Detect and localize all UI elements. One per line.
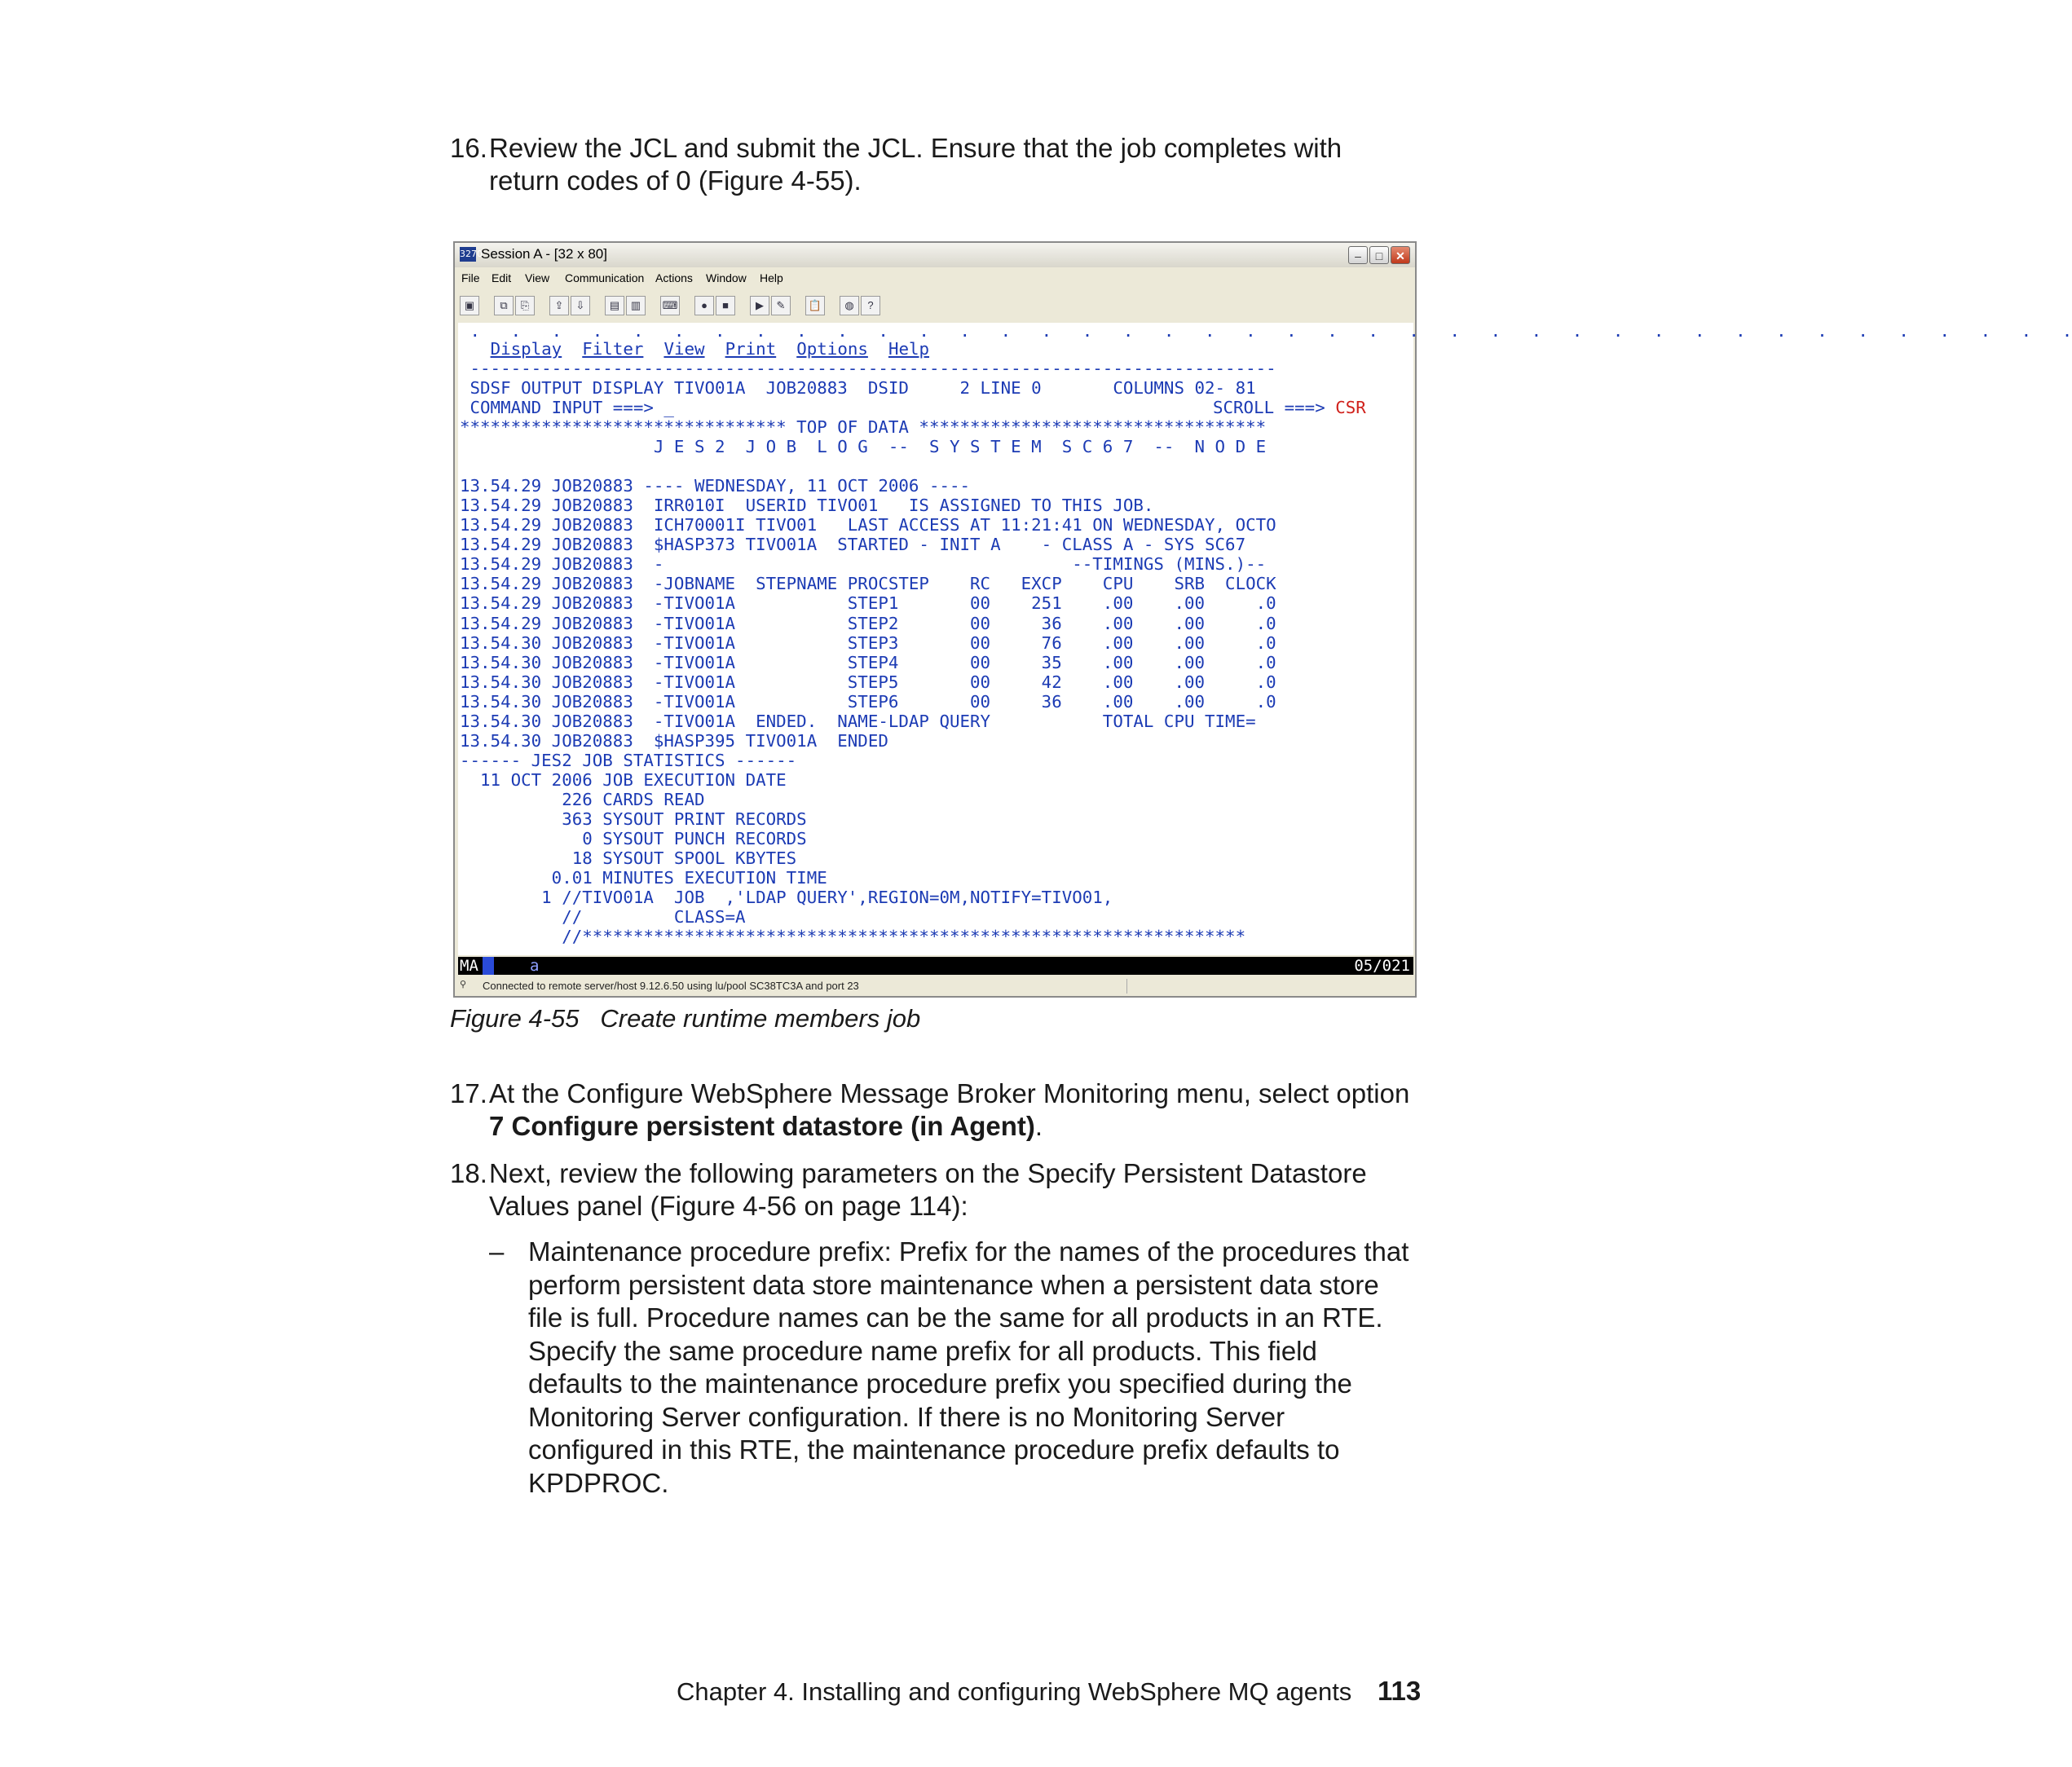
minimize-icon: – (1355, 249, 1361, 262)
log-line: 0 SYSOUT PUNCH RECORDS (460, 829, 807, 849)
window-title: Session A - [32 x 80] (481, 246, 607, 262)
keyboard-map-icon[interactable]: ⌨ (660, 296, 680, 315)
log-line: 18 SYSOUT SPOOL KBYTES (460, 848, 797, 869)
log-line: 13.54.30 JOB20883 -TIVO01A STEP3 00 76 .00 .00 .0 (460, 632, 1276, 653)
paragraph-line: perform persistent data store maintenance when a persistent data store (528, 1269, 1379, 1300)
step-text-line: Review the JCL and submit the JCL. Ensure that the job completes with (489, 133, 1342, 163)
color-map-icon[interactable]: ▥ (626, 296, 646, 315)
command-input[interactable] (460, 398, 1366, 417)
oia-cursor (483, 957, 494, 975)
log-line: 13.54.30 JOB20883 -TIVO01A STEP6 00 36 .00 .00 .0 (460, 691, 1276, 712)
toolbar (455, 292, 1415, 319)
chapter-title: Chapter 4. Installing and configuring WebSphere MQ agents (677, 1677, 1352, 1706)
page-number: 113 (1378, 1676, 1422, 1706)
clipboard-icon[interactable]: 📋 (805, 296, 825, 315)
menu-file[interactable]: File (461, 271, 480, 284)
log-line: // CLASS=A (460, 907, 746, 928)
menu-window[interactable]: Window (706, 271, 747, 284)
receive-file-icon[interactable]: ⇩ (571, 296, 590, 315)
paragraph-line: file is full. Procedure names can be the same for all products in an RTE. (528, 1302, 1383, 1333)
scroll-value[interactable]: CSR (1335, 398, 1366, 417)
macro-edit-icon[interactable]: ✎ (771, 296, 791, 315)
menu-communication[interactable]: Communication (565, 271, 645, 284)
log-line: J E S 2 J O B L O G -- S Y S T E M S C 6 7 -- N O D E (460, 437, 1267, 457)
menu-options[interactable]: Options (796, 339, 868, 359)
menu-filter[interactable]: Filter (582, 339, 644, 359)
close-icon: ✕ (1395, 249, 1405, 262)
log-line: 0.01 MINUTES EXECUTION TIME (460, 868, 827, 888)
log-line: 13.54.29 JOB20883 ICH70001I TIVO01 LAST ACCESS AT 11:21:41 ON WEDNESDAY, OCTO (460, 515, 1276, 535)
paragraph-line: configured in this RTE, the maintenance procedure prefix defaults to (528, 1434, 1340, 1465)
figure-caption (450, 1004, 920, 1033)
status-text: Connected to remote server/host 9.12.6.50 using lu/pool SC38TC3A and port 23 (483, 980, 859, 992)
log-line: 1 //TIVO01A JOB ,'LDAP QUERY',REGION=0M,NOTIFY=TIVO01, (460, 888, 1113, 908)
header-line: SDSF OUTPUT DISPLAY TIVO01A JOB20883 DSID 2 LINE 0 COLUMNS 02- 81 (460, 378, 1256, 398)
step-number: 17. (450, 1078, 487, 1108)
log-line: 13.54.30 JOB20883 -TIVO01A ENDED. NAME-LDAP QUERY TOTAL CPU TIME= (460, 711, 1256, 731)
scroll-label: SCROLL ===> (1213, 398, 1336, 417)
menu-actions[interactable]: Actions (655, 271, 693, 284)
terminal-app-icon: 3270 (460, 247, 476, 262)
paragraph-line: defaults to the maintenance procedure prefix you specified during the (528, 1368, 1352, 1399)
log-line: 13.54.29 JOB20883 -TIVO01A STEP1 00 251 .00 .00 .0 (460, 593, 1276, 614)
step-number: 16. (450, 133, 487, 163)
log-line: 13.54.29 JOB20883 -JOBNAME STEPNAME PROCSTEP RC EXCP CPU SRB CLOCK (460, 574, 1276, 594)
menu-view[interactable]: View (525, 271, 550, 284)
figure-title: Create runtime members job (600, 1004, 921, 1033)
log-line: ------ JES2 JOB STATISTICS ------ (460, 750, 797, 770)
step-text-line: Next, review the following parameters on the Specify Persistent Datastore (489, 1158, 1367, 1188)
globe-icon[interactable]: ◍ (840, 296, 859, 315)
log-line: 13.54.30 JOB20883 -TIVO01A STEP5 00 42 .00 .00 .0 (460, 672, 1276, 692)
connection-icon: ⚲ (460, 980, 467, 989)
emulator-window (453, 241, 2072, 998)
maximize-button[interactable] (1369, 246, 1389, 264)
log-line: 13.54.29 JOB20883 ---- WEDNESDAY, 11 OCT 2006 ---- (460, 476, 971, 496)
menu-edit[interactable]: Edit (492, 271, 512, 284)
log-line: 363 SYSOUT PRINT RECORDS (460, 809, 807, 829)
separator: ------------------------------------------------------------------------------- (460, 359, 1276, 378)
log-line: 13.54.29 JOB20883 IRR010I USERID TIVO01 IS ASSIGNED TO THIS JOB. (460, 496, 1154, 516)
step-text-line: Values panel (Figure 4-56 on page 114): (489, 1191, 968, 1221)
step-text-line: return codes of 0 (Figure 4-55). (489, 165, 862, 196)
copy-icon[interactable]: ⧉ (494, 296, 514, 315)
sdsf-menu (460, 339, 929, 359)
paragraph-line: Monitoring Server configuration. If there is no Monitoring Server (528, 1401, 1285, 1432)
option-name: 7 Configure persistent datastore (in Agent) (489, 1111, 1035, 1141)
command-input-label[interactable]: COMMAND INPUT ===> _ (460, 398, 674, 417)
step-text-line: At the Configure WebSphere Message Broker Monitoring menu, select option (489, 1078, 1410, 1108)
log-line: 13.54.29 JOB20883 - --TIMINGS (MINS.)-- (460, 554, 1267, 575)
paragraph-line: Specify the same procedure name prefix for all products. This field (528, 1335, 1317, 1366)
log-line: 13.54.29 JOB20883 $HASP373 TIVO01A STARTED - INIT A - CLASS A - SYS SC67 (460, 535, 1246, 555)
log-line: ******************************** TOP OF DATA ********************************** (460, 417, 1267, 437)
macro-play-icon[interactable]: ▶ (750, 296, 769, 315)
log-line: 11 OCT 2006 JOB EXECUTION DATE (460, 769, 787, 790)
macro-record-icon[interactable]: ● (694, 296, 714, 315)
terminal-screen[interactable] (458, 321, 2072, 955)
log-line: 13.54.29 JOB20883 -TIVO01A STEP2 00 36 .00 .00 .0 (460, 613, 1276, 633)
log-line: 13.54.30 JOB20883 $HASP395 TIVO01A ENDED (460, 730, 888, 751)
display-icon[interactable]: ▤ (605, 296, 624, 315)
log-line: //***************************************************************** (460, 927, 1246, 947)
maximize-icon: □ (1375, 249, 1383, 262)
log-line: 13.54.30 JOB20883 -TIVO01A STEP4 00 35 .00 .00 .0 (460, 652, 1276, 672)
menu-view[interactable]: View (663, 339, 705, 359)
menu-print[interactable]: Print (725, 339, 777, 359)
oia-a: a (530, 957, 540, 975)
paragraph-line: KPDPROC. (528, 1467, 669, 1498)
scroll-field[interactable] (1213, 398, 1366, 417)
menu-bar (455, 269, 1415, 289)
paste-icon[interactable]: ⎘ (515, 296, 535, 315)
macro-stop-icon[interactable]: ■ (716, 296, 735, 315)
log-line: 226 CARDS READ (460, 789, 705, 809)
dash-bullet: – (489, 1236, 505, 1267)
step-number: 18. (450, 1158, 487, 1188)
status-bar (458, 978, 1413, 994)
send-file-icon[interactable]: ⇪ (549, 296, 569, 315)
step-text-line: 7 Configure persistent datastore (in Agent). (489, 1111, 1043, 1141)
menu-help[interactable]: Help (760, 271, 783, 284)
print-screen-icon[interactable]: ▣ (460, 296, 479, 315)
paragraph-line: Maintenance procedure prefix: Prefix for the names of the procedures that (528, 1236, 1409, 1267)
menu-help[interactable]: Help (888, 339, 930, 359)
title-bar[interactable] (455, 243, 1415, 267)
operator-info-area (458, 957, 1413, 975)
figure-label: Figure 4-55 (450, 1004, 580, 1033)
dot-row: . . . . . . . . . . . . . . . . . . . . . . . . . . . . . . . . . . . . . . . . (460, 321, 2072, 341)
status-separator (1126, 979, 1127, 994)
minimize-button[interactable] (1348, 246, 1368, 264)
menu-display[interactable]: Display (490, 339, 562, 359)
close-button[interactable] (1391, 246, 1410, 264)
page-footer (677, 1676, 1422, 1707)
oia-mode: MA (460, 957, 478, 975)
help-tag-icon[interactable]: ? (861, 296, 880, 315)
cursor-position: 05/021 (1354, 957, 1410, 975)
